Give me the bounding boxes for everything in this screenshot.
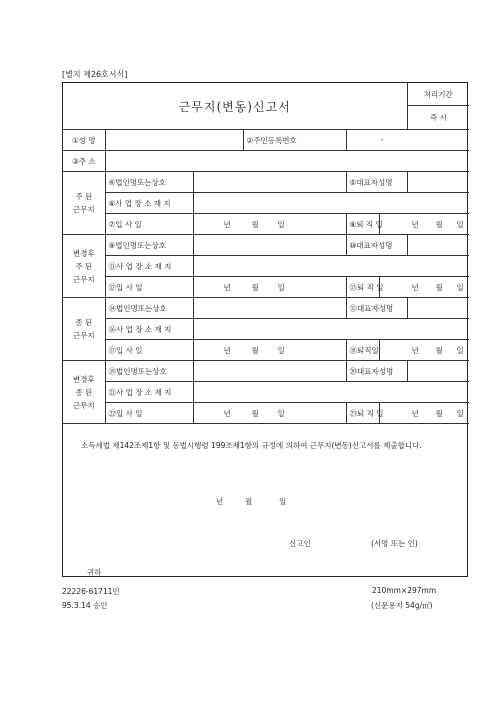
subc-rep-field[interactable] bbox=[407, 361, 469, 382]
sub-corp-label: ⑭법인명또는상호 bbox=[105, 298, 193, 319]
resident-number-field[interactable] bbox=[346, 130, 469, 151]
mainc-leave-label: ⑬퇴 직 일 bbox=[346, 277, 379, 298]
sub-rep-field[interactable] bbox=[407, 298, 469, 319]
main-rep-label: ⑤대표자성명 bbox=[346, 172, 407, 193]
sub-leave-label: ⑱퇴직일 bbox=[346, 340, 379, 361]
form-table bbox=[63, 83, 469, 424]
submit-year-label: 년 bbox=[216, 497, 224, 506]
subc-corp-field[interactable] bbox=[193, 361, 346, 382]
main-join-date[interactable]: 년 월 일 bbox=[193, 214, 346, 235]
form-title: 근무지(변동)신고서 bbox=[63, 83, 407, 130]
resident-number-label: ②주민등록번호 bbox=[243, 130, 346, 151]
subc-rep-label: ⑳대표자성명 bbox=[346, 361, 407, 382]
processing-period-label: 처리기간 bbox=[407, 83, 469, 106]
mainc-corp-field[interactable] bbox=[193, 235, 346, 256]
form-number: [별지 제26호서식] bbox=[62, 70, 128, 79]
signer-label: 신고인 bbox=[289, 539, 311, 548]
main-rep-field[interactable] bbox=[407, 172, 469, 193]
subc-addr-label: ㉑사 업 장 소 재 지 bbox=[105, 382, 193, 403]
mainc-addr-label: ⑪사 업 장 소 재 지 bbox=[105, 256, 193, 277]
section-main-workplace-changed: 변경후 주 된 근무지 bbox=[63, 235, 105, 298]
sub-leave-date[interactable]: 년 월 일 bbox=[379, 340, 469, 361]
form-code: 22226-61711민 bbox=[62, 587, 120, 596]
mainc-rep-field[interactable] bbox=[407, 235, 469, 256]
paper-size: 210mm×297mm bbox=[372, 586, 437, 595]
sub-join-date[interactable]: 년 월 일 bbox=[193, 340, 346, 361]
mainc-join-label: ⑫입 사 일 bbox=[105, 277, 193, 298]
subc-corp-label: ⑲법인명또는상호 bbox=[105, 361, 193, 382]
name-field[interactable] bbox=[105, 130, 243, 151]
subc-leave-date[interactable]: 년 월 일 bbox=[379, 403, 469, 424]
sub-rep-label: ⑮대표자성명 bbox=[346, 298, 407, 319]
resident-number-separator: - bbox=[380, 135, 384, 144]
processing-period-value: 즉 시 bbox=[407, 106, 469, 130]
section-main-workplace: 주 된 근무지 bbox=[63, 172, 105, 235]
subc-leave-label: ㉓퇴 직 일 bbox=[346, 403, 379, 424]
main-addr-label: ⑥사 업 장 소 재 지 bbox=[105, 193, 193, 214]
paper-type: (신문용지 54g/㎡) bbox=[371, 601, 433, 610]
main-corp-label: ④법인명또는상호 bbox=[105, 172, 193, 193]
address-label: ③주 소 bbox=[63, 151, 105, 172]
subc-join-label: ㉒입 사 일 bbox=[105, 403, 193, 424]
sub-corp-field[interactable] bbox=[193, 298, 346, 319]
address-field[interactable] bbox=[105, 151, 469, 172]
mainc-join-date[interactable]: 년 월 일 bbox=[193, 277, 346, 298]
sub-addr-field[interactable] bbox=[193, 319, 469, 340]
main-join-label: ⑦입 사 일 bbox=[105, 214, 193, 235]
signature-field[interactable]: (서명 또는 인) bbox=[371, 539, 418, 548]
section-sub-workplace: 종 된 근무지 bbox=[63, 298, 105, 361]
mainc-leave-date[interactable]: 년 월 일 bbox=[379, 277, 469, 298]
mainc-corp-label: ⑨법인명또는상호 bbox=[105, 235, 193, 256]
sub-addr-label: ⑯사 업 장 소 재 지 bbox=[105, 319, 193, 340]
subc-join-date[interactable]: 년 월 일 bbox=[193, 403, 346, 424]
mainc-rep-label: ⑩대표자성명 bbox=[346, 235, 407, 256]
declaration-statement: 소득세법 제142조제1항 및 동법시행령 199조제1항의 규정에 의하여 근무지(변동)신고서를 제출합니다. bbox=[81, 441, 422, 450]
name-label: ①성 명 bbox=[63, 130, 105, 151]
recipient-label: 귀하 bbox=[87, 568, 102, 577]
submit-month-label: 월 bbox=[245, 497, 253, 506]
subc-addr-field[interactable] bbox=[193, 382, 469, 403]
approval-date: 95.3.14 승인 bbox=[62, 601, 108, 610]
main-leave-date[interactable]: 년 월 일 bbox=[379, 214, 469, 235]
submit-day-label: 일 bbox=[279, 497, 287, 506]
main-addr-field[interactable] bbox=[193, 193, 469, 214]
main-leave-label: ⑧퇴 직 일 bbox=[346, 214, 379, 235]
sub-join-label: ⑰입 사 일 bbox=[105, 340, 193, 361]
report-form bbox=[62, 82, 468, 577]
section-sub-workplace-changed: 변경후 종 된 근무지 bbox=[63, 361, 105, 424]
mainc-addr-field[interactable] bbox=[193, 256, 469, 277]
main-corp-field[interactable] bbox=[193, 172, 346, 193]
